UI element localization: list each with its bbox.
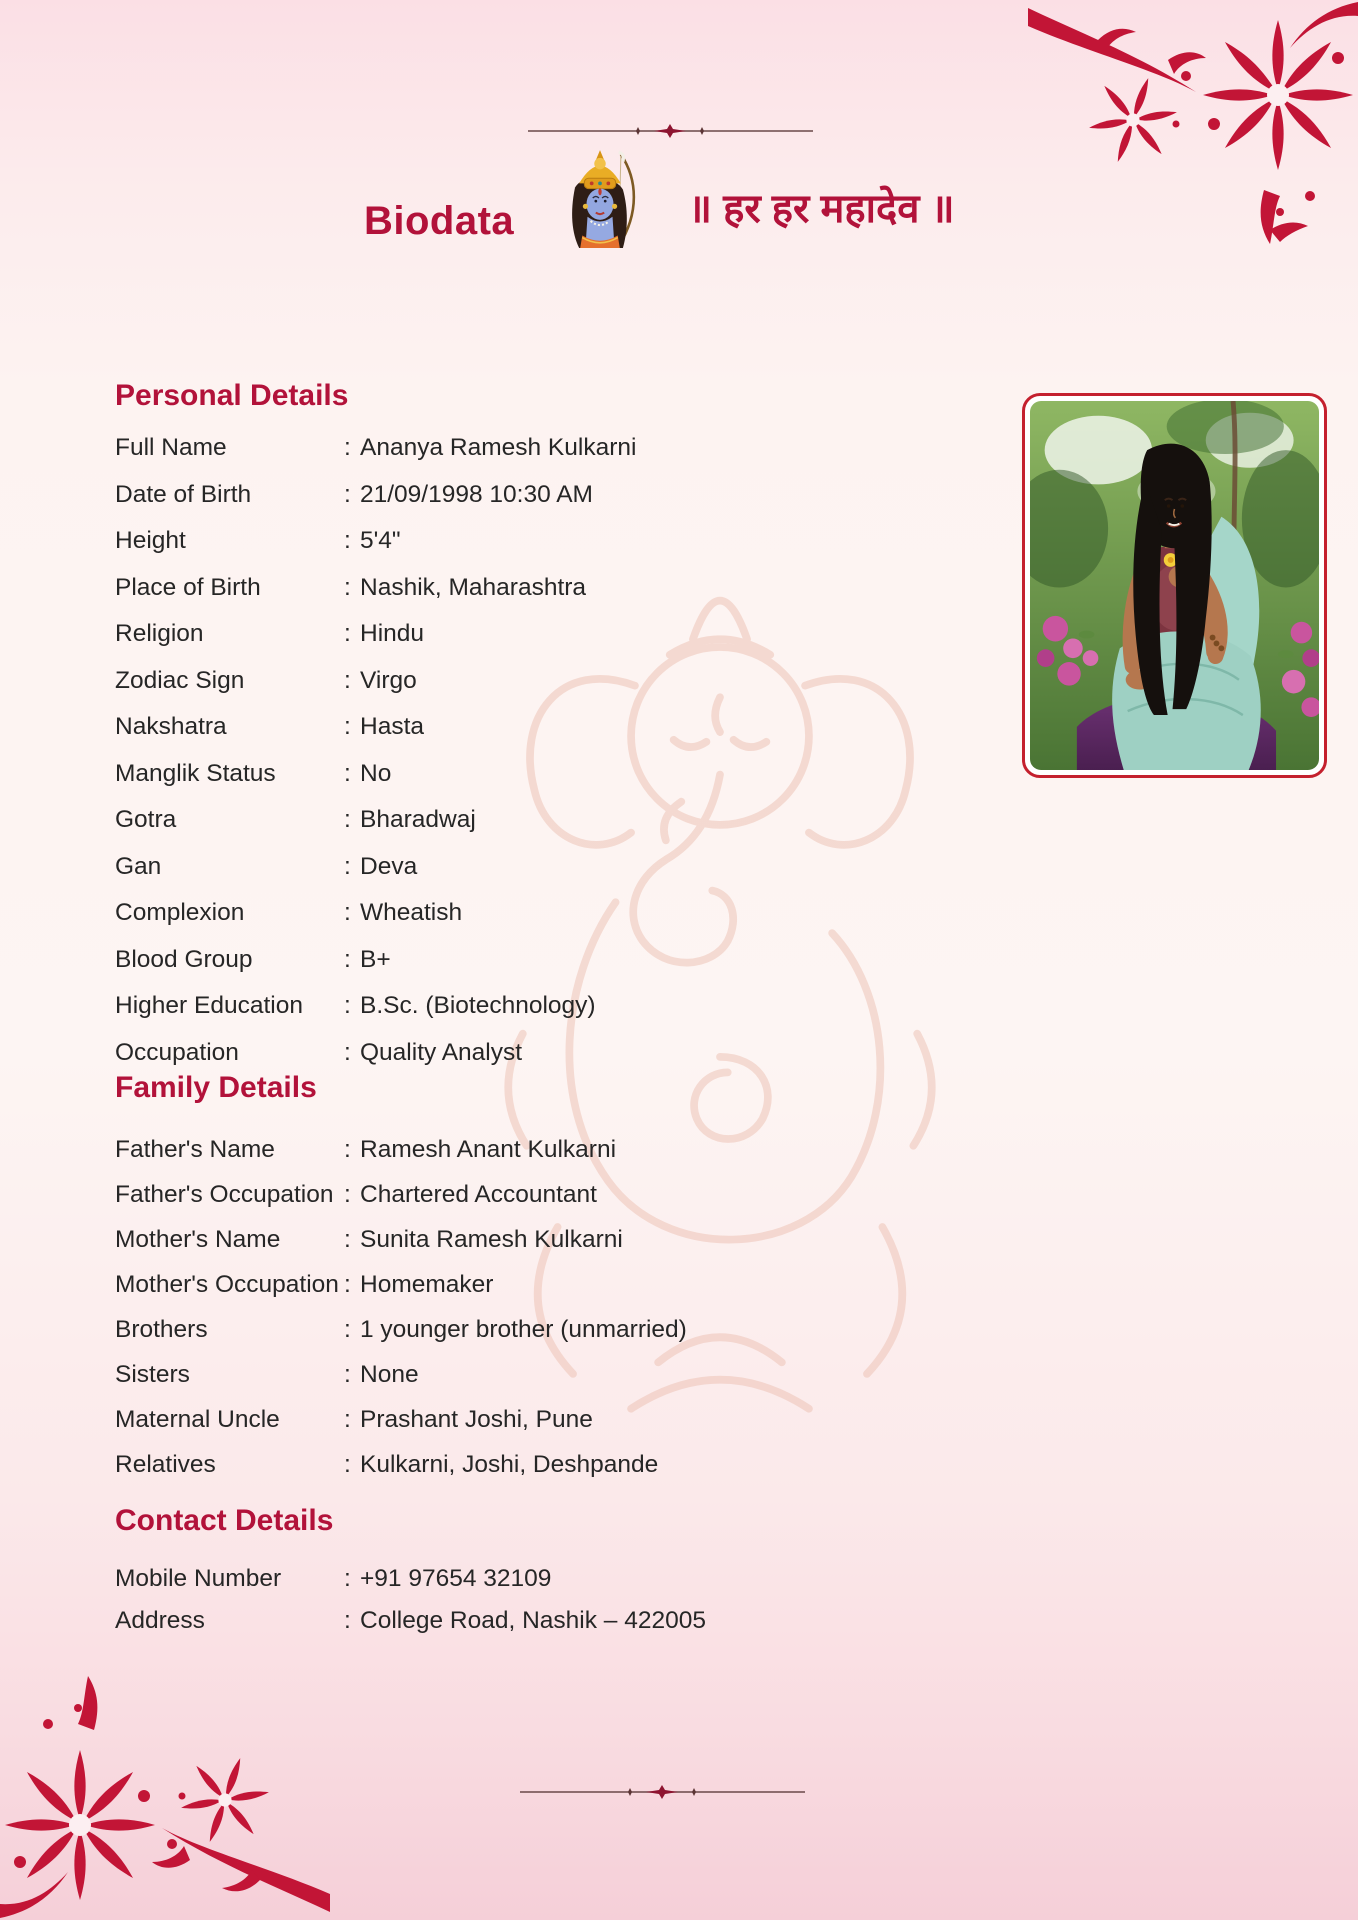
detail-value: 5'4" [360, 527, 401, 554]
detail-colon: : [344, 620, 351, 647]
detail-colon: : [344, 1316, 351, 1344]
detail-row [115, 1398, 775, 1443]
detail-value: Chartered Accountant [360, 1181, 597, 1209]
detail-colon: : [344, 1271, 351, 1299]
detail-label: Mother's Name [115, 1226, 281, 1254]
star-divider-bottom-icon [520, 1784, 805, 1800]
detail-colon: : [344, 527, 351, 554]
detail-value: Hasta [360, 713, 425, 740]
detail-value: Sunita Ramesh Kulkarni [360, 1226, 623, 1254]
detail-value: Nashik, Maharashtra [360, 573, 587, 601]
detail-label: Gotra [115, 806, 177, 833]
detail-value: None [360, 1361, 419, 1389]
detail-value: Deva [360, 852, 418, 880]
detail-label: Father's Occupation [115, 1181, 334, 1209]
detail-row [115, 565, 775, 612]
detail-value: Quality Analyst [360, 1038, 523, 1066]
detail-label: Zodiac Sign [115, 666, 245, 694]
detail-label: Date of Birth [115, 480, 252, 508]
detail-row [115, 751, 775, 798]
detail-colon: : [344, 759, 351, 787]
lord-rama-icon [554, 148, 646, 248]
profile-photo-image [1030, 401, 1319, 770]
detail-label: Complexion [115, 899, 245, 926]
detail-colon: : [344, 573, 351, 601]
page-title: Biodata [364, 199, 515, 243]
detail-value: Virgo [360, 666, 417, 694]
detail-value: Bharadwaj [360, 806, 476, 833]
detail-value: 21/09/1998 10:30 AM [360, 480, 593, 508]
detail-label: Occupation [115, 1038, 239, 1066]
detail-row [115, 1353, 775, 1398]
star-divider-top-icon [528, 123, 813, 139]
detail-label: Full Name [115, 434, 227, 461]
family-details-rows [115, 1128, 775, 1488]
detail-colon: : [344, 945, 351, 973]
detail-label: Mother's Occupation [115, 1271, 339, 1299]
detail-row [115, 658, 775, 705]
detail-label: Higher Education [115, 992, 303, 1019]
detail-value: College Road, Nashik – 422005 [360, 1606, 706, 1634]
detail-label: Blood Group [115, 945, 253, 973]
detail-row [115, 1443, 775, 1488]
detail-row [115, 797, 775, 844]
detail-label: Address [115, 1606, 205, 1634]
detail-colon: : [344, 992, 351, 1019]
detail-label: Brothers [115, 1316, 208, 1344]
detail-colon: : [344, 1606, 351, 1634]
detail-label: Height [115, 527, 186, 554]
section-heading-personal: Personal Details [115, 379, 349, 412]
detail-value: Prashant Joshi, Pune [360, 1406, 593, 1434]
detail-colon: : [344, 434, 351, 461]
detail-colon: : [344, 1564, 351, 1592]
detail-label: Nakshatra [115, 713, 227, 740]
detail-row [115, 890, 775, 937]
detail-row [115, 518, 775, 565]
detail-value: B.Sc. (Biotechnology) [360, 992, 596, 1019]
detail-colon: : [344, 1038, 351, 1066]
detail-row [115, 844, 775, 891]
detail-colon: : [344, 1136, 351, 1164]
section-heading-family: Family Details [115, 1071, 317, 1104]
floral-ornament-top-right-icon [1028, 0, 1358, 250]
detail-value: No [360, 759, 392, 787]
detail-row [115, 611, 775, 658]
contact-details-rows [115, 1558, 775, 1642]
detail-label: Mobile Number [115, 1564, 282, 1592]
detail-row [115, 1218, 775, 1263]
detail-label: Sisters [115, 1361, 190, 1389]
detail-row [115, 1128, 775, 1173]
mantra-text: ॥ हर हर महादेव ॥ [688, 187, 955, 231]
detail-value: Kulkarni, Joshi, Deshpande [360, 1451, 659, 1479]
detail-value: Homemaker [360, 1271, 494, 1299]
detail-label: Manglik Status [115, 759, 276, 787]
detail-colon: : [344, 713, 351, 740]
detail-value: Hindu [360, 620, 425, 647]
detail-colon: : [344, 899, 351, 926]
profile-photo [1022, 393, 1327, 778]
detail-colon: : [344, 1226, 351, 1254]
detail-value: Ananya Ramesh Kulkarni [360, 434, 637, 461]
detail-row [115, 704, 775, 751]
detail-value: +91 97654 32109 [360, 1564, 552, 1592]
detail-row [115, 1558, 775, 1600]
detail-colon: : [344, 666, 351, 694]
detail-label: Father's Name [115, 1136, 275, 1164]
detail-colon: : [344, 480, 351, 508]
detail-label: Place of Birth [115, 573, 261, 601]
detail-row [115, 1173, 775, 1218]
detail-row [115, 937, 775, 984]
detail-colon: : [344, 1451, 351, 1479]
detail-colon: : [344, 1406, 351, 1434]
floral-ornament-bottom-left-icon [0, 1670, 330, 1920]
detail-row [115, 1308, 775, 1353]
personal-details-rows [115, 425, 775, 1076]
detail-value: Ramesh Anant Kulkarni [360, 1136, 617, 1164]
detail-value: 1 younger brother (unmarried) [360, 1316, 687, 1344]
detail-row [115, 1600, 775, 1642]
detail-colon: : [344, 852, 351, 880]
detail-label: Relatives [115, 1451, 216, 1479]
detail-value: Wheatish [360, 899, 463, 926]
detail-colon: : [344, 1361, 351, 1389]
detail-value: B+ [360, 945, 391, 973]
detail-row [115, 983, 775, 1030]
detail-label: Gan [115, 852, 162, 880]
detail-row [115, 1263, 775, 1308]
section-heading-contact: Contact Details [115, 1504, 334, 1537]
detail-label: Maternal Uncle [115, 1406, 280, 1434]
detail-row [115, 425, 775, 472]
detail-colon: : [344, 1181, 351, 1209]
detail-row [115, 472, 775, 519]
detail-label: Religion [115, 620, 204, 647]
detail-colon: : [344, 806, 351, 833]
